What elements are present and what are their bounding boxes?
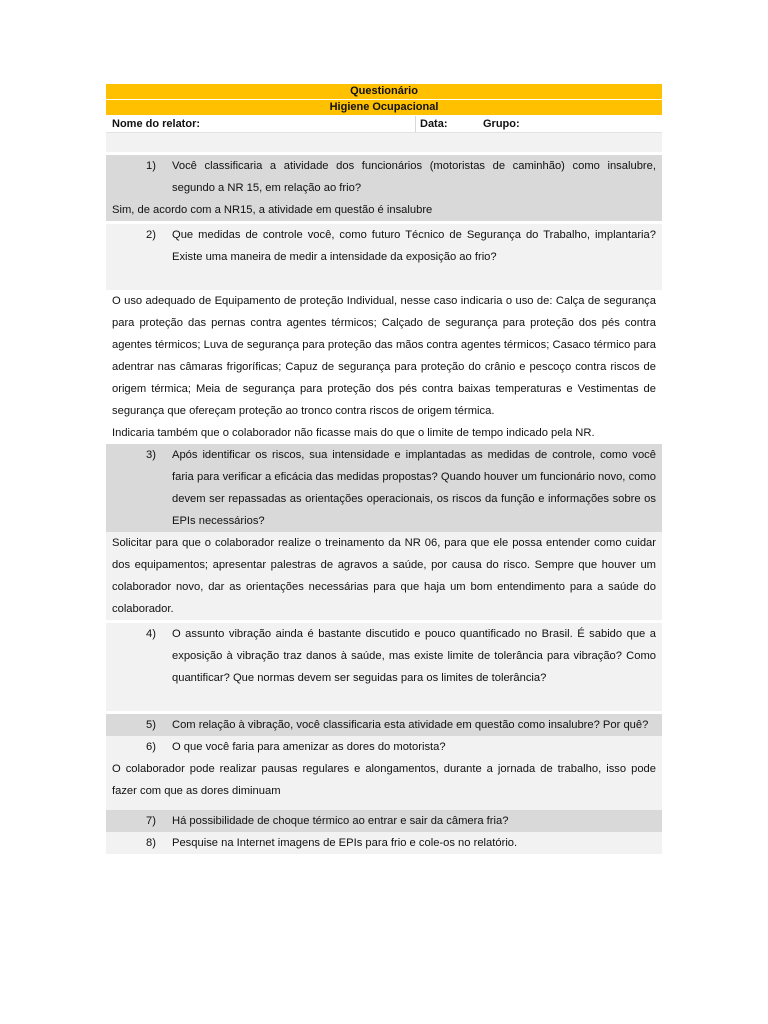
question-text: Há possibilidade de choque térmico ao entrar e sair da câmera fria? <box>172 815 509 827</box>
question-number: 2) <box>146 229 156 241</box>
question-text: Você classificaria a atividade dos funcionários (motoristas de caminhão) como insalubre, segundo a NR 15, em relação ao frio? <box>172 160 656 194</box>
question-number: 5) <box>146 719 156 731</box>
answer-1: Sim, de acordo com a NR15, a atividade em questão é insalubre <box>106 199 662 221</box>
question-2 <box>106 224 662 290</box>
question-number: 7) <box>146 815 156 827</box>
question-1 <box>106 155 662 199</box>
question-number: 3) <box>146 449 156 461</box>
question-5 <box>106 714 662 736</box>
question-6 <box>106 736 662 758</box>
blank-row <box>106 133 662 152</box>
answer-2-extra: Indicaria também que o colaborador não ficasse mais do que o limite de tempo indicado pela NR. <box>106 422 662 444</box>
question-8 <box>106 832 662 854</box>
question-text: Após identificar os riscos, sua intensidade e implantadas as medidas de controle, como você faria para verificar a eficácia das medidas propostas? Quando houver um funcionário novo, como devem ser repassadas as orientações operacionais, os riscos da função e informações sobre os EPIs necessários? <box>172 449 656 527</box>
subtitle-bar: Higiene Ocupacional <box>106 100 662 115</box>
question-text: O assunto vibração ainda é bastante discutido e pouco quantificado no Brasil. É sabido que a exposição à vibração traz danos à saúde, mas existe limite de tolerância para vibração? Como quantificar? Que normas devem ser seguidas para os limites de tolerância? <box>172 628 656 684</box>
date-label: Data: <box>420 118 448 130</box>
meta-row <box>106 116 662 133</box>
group-label: Grupo: <box>483 118 520 130</box>
questionnaire-sheet <box>106 84 662 854</box>
question-4 <box>106 623 662 711</box>
question-number: 6) <box>146 741 156 753</box>
answer-3: Solicitar para que o colaborador realize o treinamento da NR 06, para que ele possa entender como cuidar dos equipamentos; apresentar palestras de agravos a saúde, por causa do risco. Sempre que houver um colaborador novo, dar as orientações necessárias para que haja um bom entendimento para a saúde do colaborador. <box>106 532 662 620</box>
question-3 <box>106 444 662 532</box>
question-7 <box>106 810 662 832</box>
question-number: 4) <box>146 628 156 640</box>
question-text: Pesquise na Internet imagens de EPIs para frio e cole-os no relatório. <box>172 837 518 849</box>
question-text: Que medidas de controle você, como futuro Técnico de Segurança do Trabalho, implantaria? Existe uma maneira de medir a intensidade da exposição ao frio? <box>172 229 656 263</box>
question-number: 8) <box>146 837 156 849</box>
question-text: Com relação à vibração, você classificaria esta atividade em questão como insalubre? Por quê? <box>172 719 649 731</box>
answer-6: O colaborador pode realizar pausas regulares e alongamentos, durante a jornada de trabalho, isso pode fazer com que as dores diminuam <box>106 758 662 810</box>
question-text: O que você faria para amenizar as dores do motorista? <box>172 741 446 753</box>
title-bar: Questionário <box>106 84 662 99</box>
reporter-label: Nome do relator: <box>112 118 201 130</box>
meta-divider <box>415 116 416 132</box>
answer-2: O uso adequado de Equipamento de proteção Individual, nesse caso indicaria o uso de: Calça de segurança para proteção das pernas contra agentes térmicos; Calçado de segurança para proteção dos pés contra agentes térmicos; Luva de segurança para proteção das mãos contra agentes térmicos; Casaco térmico para adentrar nas câmaras frigoríficas; Capuz de segurança para proteção do crânio e pescoço contra riscos de origem térmica; Meia de segurança para proteção dos pés contra baixas temperaturas e Vestimentas de segurança que ofereçam proteção ao tronco contra riscos de origem térmica. <box>106 290 662 422</box>
question-number: 1) <box>146 160 156 172</box>
